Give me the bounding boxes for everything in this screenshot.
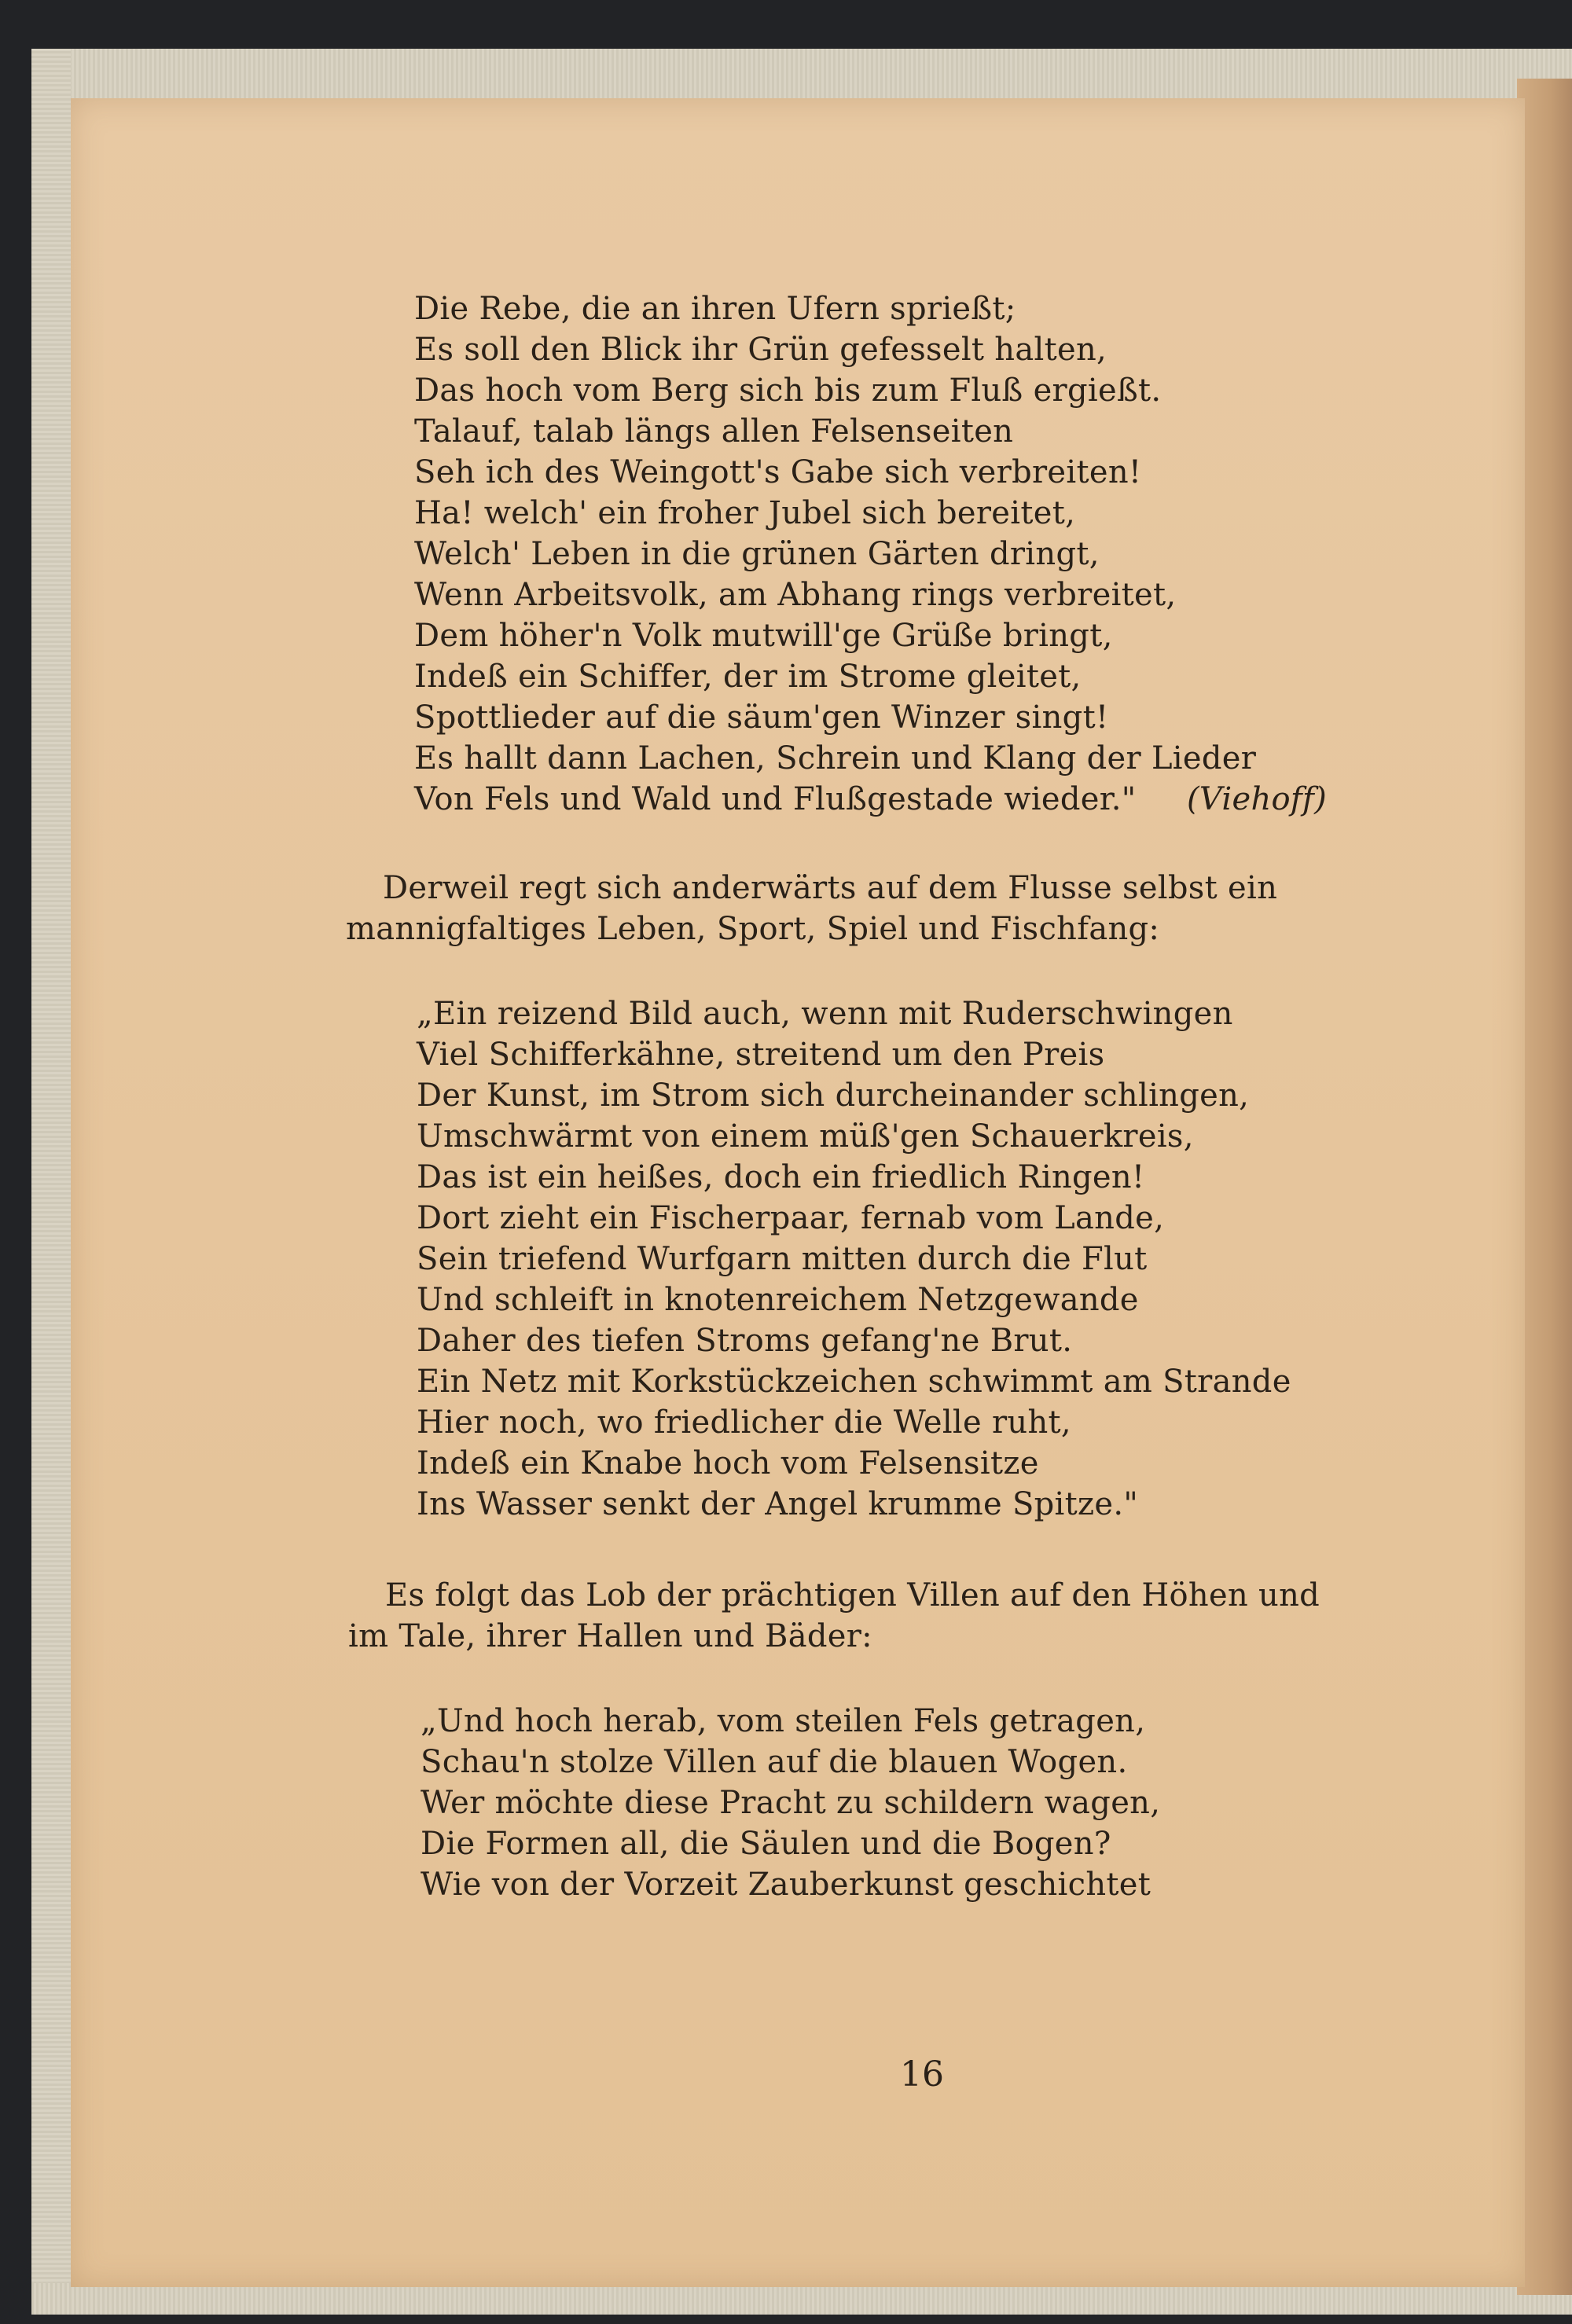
verse-line: Umschwärmt von einem müß'gen Schauerkreis, (417, 1118, 1194, 1155)
book-cover-edge-left (31, 49, 71, 2312)
verse-line: „Ein reizend Bild auch, wenn mit Ruderschwingen (417, 996, 1233, 1032)
verse-line: Talauf, talab längs allen Felsenseiten (414, 413, 1014, 450)
verse-line: Wenn Arbeitsvolk, am Abhang rings verbreitet, (414, 577, 1177, 613)
verse-line: Schau'n stolze Villen auf die blauen Wogen. (421, 1744, 1128, 1780)
verse-line: Ein Netz mit Korkstückzeichen schwimmt am Strande (417, 1364, 1291, 1400)
verse-line: Es hallt dann Lachen, Schrein und Klang der Lieder (414, 740, 1257, 777)
verse-line: Es soll den Blick ihr Grün gefesselt halten, (414, 332, 1107, 368)
poem-attribution: (Viehoff) (1187, 781, 1328, 817)
prose-line: Derweil regt sich anderwärts auf dem Flusse selbst ein (383, 870, 1278, 906)
verse-line: Und schleift in knotenreichem Netzgewande (417, 1282, 1139, 1318)
verse-line: Viel Schifferkähne, streitend um den Preis (417, 1037, 1105, 1073)
verse-line: Dort zieht ein Fischerpaar, fernab vom Lande, (417, 1200, 1165, 1236)
verse-line: Ins Wasser senkt der Angel krumme Spitze." (417, 1486, 1139, 1522)
verse-line: „Und hoch herab, vom steilen Fels getragen, (421, 1703, 1146, 1739)
verse-line: Indeß ein Schiffer, der im Strome gleitet, (414, 659, 1082, 695)
page-stack-edge (1517, 79, 1572, 2295)
verse-line: Daher des tiefen Stroms gefang'ne Brut. (417, 1323, 1073, 1359)
book-cover-edge-top (31, 49, 1572, 102)
verse-line: Welch' Leben in die grünen Gärten dringt, (414, 536, 1100, 572)
verse-line: Indeß ein Knabe hoch vom Felsensitze (417, 1445, 1039, 1481)
verse-line: Ha! welch' ein froher Jubel sich bereitet, (414, 495, 1076, 531)
verse-line: Die Formen all, die Säulen und die Bogen? (421, 1826, 1111, 1862)
verse-line: Wer möchte diese Pracht zu schildern wagen, (421, 1785, 1161, 1821)
verse-line: Dem höher'n Volk mutwill'ge Grüße bringt, (414, 618, 1113, 654)
prose-line: im Tale, ihrer Hallen und Bäder: (348, 1618, 872, 1654)
book-cover-edge-bottom (31, 2283, 1572, 2315)
book-page (71, 98, 1525, 2287)
verse-line: Sein triefend Wurfgarn mitten durch die Flut (417, 1241, 1148, 1277)
page-number: 16 (900, 2054, 944, 2095)
verse-line: Wie von der Vorzeit Zauberkunst geschichtet (421, 1867, 1151, 1903)
verse-line: Das hoch vom Berg sich bis zum Fluß ergießt. (414, 373, 1162, 409)
verse-line: Von Fels und Wald und Flußgestade wieder." (414, 781, 1137, 817)
verse-line: Das ist ein heißes, doch ein friedlich Ringen! (417, 1159, 1145, 1195)
verse-line: Der Kunst, im Strom sich durcheinander schlingen, (417, 1078, 1250, 1114)
prose-line: Es folgt das Lob der prächtigen Villen auf den Höhen und (385, 1577, 1320, 1614)
verse-line: Spottlieder auf die säum'gen Winzer singt! (414, 699, 1109, 736)
prose-line: mannigfaltiges Leben, Sport, Spiel und Fischfang: (346, 911, 1160, 947)
verse-line: Die Rebe, die an ihren Ufern sprießt; (414, 291, 1016, 327)
verse-line: Seh ich des Weingott's Gabe sich verbreiten! (414, 454, 1142, 490)
verse-line: Hier noch, wo friedlicher die Welle ruht, (417, 1404, 1071, 1441)
